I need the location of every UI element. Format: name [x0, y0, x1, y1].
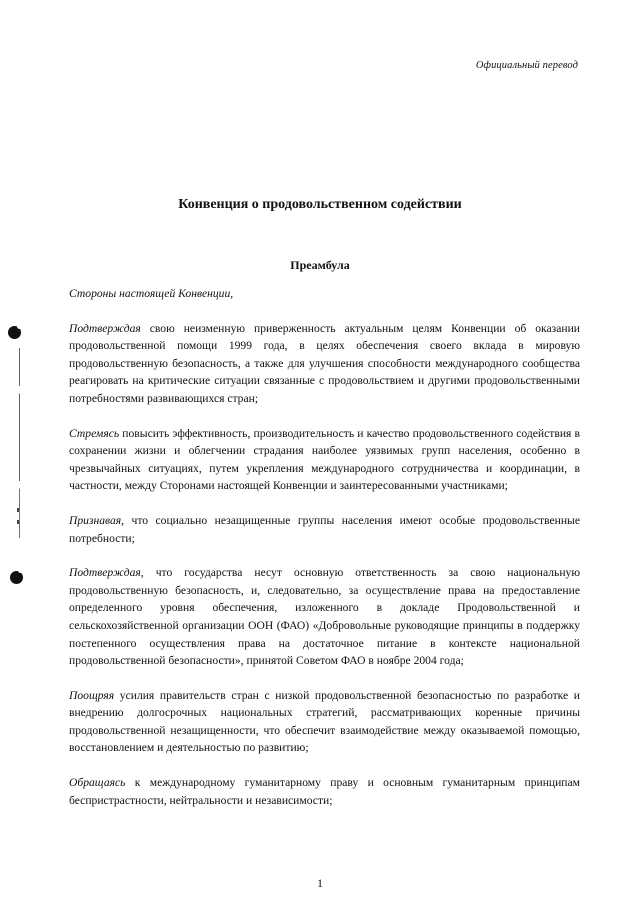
- binding-mark: [19, 348, 20, 538]
- paragraph-lead: Стремясь: [69, 426, 120, 440]
- paragraph-text: что государства несут основную ответственность за свою национальную продовольственную безопасность, и, следовательно, за осуществление права на предоставление определенного уровня обеспечения, изложенного в докладе Продовольственной и сельскохозяйственной организации ООН (ФАО) «Добровольные руководящие принципы в поддержку постепенного осуществления права на достаточное питание в контексте национальной продовольственной безопасности», принятой Советом ФАО в ноябре 2004 года;: [69, 566, 580, 668]
- preamble-paragraph: [69, 425, 580, 495]
- paragraph-text: что социально незащищенные группы населения имеют особые продовольственные потребности;: [69, 513, 580, 545]
- paragraph-text: повысить эффективность, производительность и качество продовольственного содействия в сохранении жизни и облегчении страдания наиболее уязвимых групп населения, особенно в чрезвычайных ситуациях, путем укрепления международного сотрудничества и координации, в частности, между Сторонами настоящей Конвенции и заинтересованными участниками;: [69, 426, 580, 493]
- paragraph-text: к международному гуманитарному праву и основным гуманитарным принципам беспристрастности, нейтральности и независимости;: [69, 776, 580, 807]
- preamble-paragraph: [69, 320, 580, 408]
- preamble-paragraph: [69, 564, 580, 670]
- binding-mark: [17, 520, 19, 524]
- paragraph-text: усилия правительств стран с низкой продовольственной безопасностью по разработке и внедрению долгосрочных национальных стратегий, рассматривающих коренные причины продовольственной незащищенности, что обеспечит взаимодействие между оказываемой помощью, восстановлением и деятельностью по развитию;: [69, 688, 580, 755]
- official-translation-label: Официальный перевод: [475, 60, 578, 71]
- paragraph-lead: Обращаясь: [69, 776, 126, 790]
- paragraph-lead: Поощряя: [69, 688, 115, 702]
- paragraph-lead: Подтверждая: [69, 321, 141, 335]
- paragraph-lead: Подтверждая,: [69, 566, 144, 580]
- page-number: 1: [317, 876, 323, 890]
- section-title: Преамбула: [290, 258, 350, 272]
- punch-hole-top: [8, 326, 21, 339]
- document-title: Конвенция о продовольственном содействии: [178, 197, 462, 212]
- paragraph-lead: Признавая,: [69, 513, 125, 527]
- binding-mark: [17, 508, 19, 512]
- parties-line: Стороны настоящей Конвенции,: [69, 287, 234, 300]
- paragraph-text: свою неизменную приверженность актуальным целям Конвенции об оказании продовольственной помощи 1999 года, в целях обеспечения своего вклада в мировую продовольственную безопасность, а также для улучшения способности международного сообщества реагировать на критические ситуации связанные с продовольствием и другими продовольственными потребностями развивающихся стран;: [69, 321, 580, 405]
- document-body: [69, 285, 580, 826]
- preamble-paragraph: [69, 774, 580, 809]
- punch-hole-bottom: [10, 571, 23, 584]
- preamble-paragraph: [69, 512, 580, 547]
- preamble-paragraph: [69, 687, 580, 757]
